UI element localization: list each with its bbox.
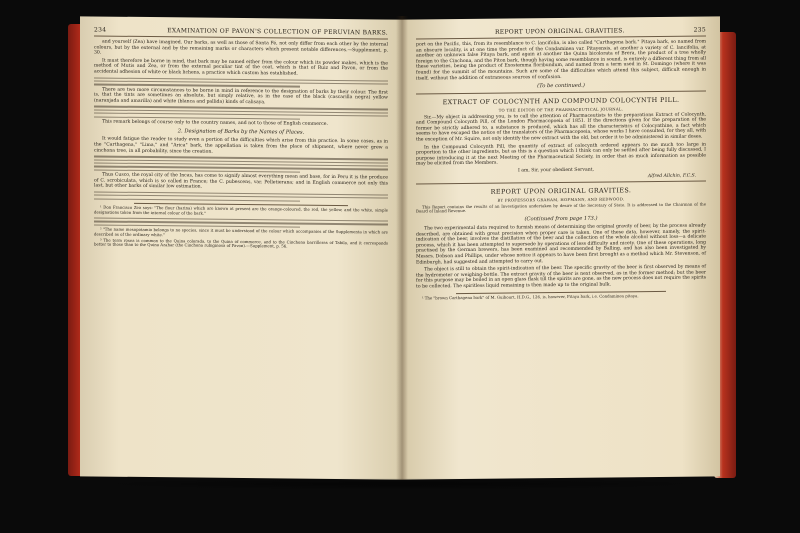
article1-signature: Alfred Allchin, F.C.S.	[647, 173, 696, 180]
left-text-lines	[94, 77, 388, 88]
left-running-title: EXAMINATION OF PAVON'S COLLECTION OF PERUVIAN BARKS.	[167, 27, 388, 37]
section-rule	[416, 91, 706, 95]
left-page	[80, 16, 402, 479]
article2-subtitle: BY PROFESSORS GRAHAM, HOFMANN, AND REDWOOD.	[497, 195, 625, 203]
left-footnote: ² "The name mesopotamia belongs to no species, since it must be understood of the colour which accompanies of the Supplementa in which are described as of the ordinary white."	[94, 226, 388, 237]
article1-title: EXTRACT OF COLOCYNTH AND COMPOUND COLOCYNTH PILL.	[442, 95, 680, 106]
book-gutter	[396, 16, 408, 480]
left-text-lines	[94, 106, 388, 120]
left-paragraph: There are two more circumstances to be borne in mind in reference to the designation of barks by their colour. The first is, that the tints are sometimes an absolute, but simply relative, as in the case of the black (cascarilla negra) yellow (naranjada and amarilla) and white (blanca and pallida) kinds of calisaya.	[94, 87, 388, 106]
article2-title: REPORT UPON ORIGINAL GRAVITIES.	[490, 185, 632, 196]
article2-continued: (Continued from page 173.)	[524, 215, 598, 223]
left-paragraph: This remark belongs of course only to the country names, and not to those of English commerce.	[102, 119, 328, 127]
right-running-title: REPORT UPON ORIGINAL GRAVITIES.	[494, 27, 625, 36]
left-paragraph: and yourself (Zea) have imagined. Our barks, as well as those of Santa Fé, not only differ from each other by the internal colours, but by the external and by the remaining marks or characters which present notable differences.—Supplement, p. 30.	[94, 39, 388, 56]
right-footnote: ¹ The "brown Carthagena bark" of M. Guibourt, H.D.G., 126, is, however, Pitaya bark, i.e. Condaminea pitaya.	[422, 293, 639, 301]
article1-paragraph: Sir,—My object in addressing you, is to call the attention of Pharmaceutists to the preparations Extract of Colocynth, and Compound Colocynth Pill, of the London Pharmacopoeia of 1851. If the directions given for the preparation of the former be strictly adhered to, a substance is produced, which has all the characteristics of Colocynthine, a fact which seems to have escaped the notice of the translators of the Pharmacopoeia, whose works I have consulted, for they all, with the exception of Mr. Squire, not only identify the new extract with the old, but order it to be administered in similar doses.	[416, 112, 706, 143]
article2-note: This Report contains the results of an Investigation undertaken by desire of the Secretary of State. It is addressed to the Chairman of the Board of Inland Revenue.	[416, 200, 706, 214]
article1-subtitle: TO THE EDITOR OF THE PHARMACEUTICAL JOURNAL.	[498, 106, 624, 113]
article2-paragraph: The two experimental data required to furnish means of determining the original gravity of beer, by the process already described, are obtained with great precision when proper care is taken. One of these data, however, namely, the spirit-indication of the beer, involves the distillation of the beer and the collection of the whole alcohol without loss—a delicate process, which it has been attempted to supersede by operations of less difficulty and nicety. One of these operations, long practised by the German brewers, has been examined and recommended by Balling, and has also been investigated by Messrs. Dobson and Phillips, under whose notice it appears to have been first brought as a method which Mr. Stevenson, of Edinburgh, had suggested and attempted to carry out.	[416, 223, 706, 266]
article1-closing: I am, Sir, your obedient Servant,	[518, 167, 594, 174]
article1-paragraph: In the Compound Colocynth Pill, the quantity of extract of colocynth ordered appears to me much too large in proportion to the other ingredients, but as this is a question which I think can only be settled after being fully discussed, I purpose introducing it at the next Meeting of the Pharmaceutical Society, in order that as much information as possible may be elicited from the Members.	[416, 142, 706, 167]
to-be-continued: (To be continued.)	[537, 82, 585, 90]
right-page	[402, 16, 720, 479]
left-page-number: 234	[94, 26, 107, 34]
left-footnote: ³ The term rosea is common to the Quina colorada, to the Quina of commerce, and to the Cinchona barrilleras of Tabila, and it corresponds better to those than to the Quina Azahar (the Cinchona rubiginosa of Pavon).—Supplement, p. 56.	[94, 237, 388, 249]
left-paragraph: Thus Cusco, the royal city of the Incas, has come to signify almost everything mean and base, for in Peru it is the produce of C. scrobiculata, which is so called in France; the C. pubescens, var. Pelletierana; and in English commerce not only this last, but other barks of similar low estimation.	[94, 172, 388, 190]
left-paragraph: It must therefore be borne in mind, that bark may be named either from the colour which its powder makes, which is the method of Mutis and Zea, or from the external peculiar tint of the coat, which is that of Ruiz and Pavon, or from the accidental adhesion of white or black lichens, a practice which custom has established.	[94, 58, 388, 77]
right-page-number: 235	[693, 26, 706, 34]
left-running-head	[94, 26, 388, 39]
left-text-lines	[94, 156, 388, 174]
left-text-lines	[94, 191, 388, 202]
right-paragraph: port on the Pacific, this, from its resemblance to C. lancifolia, is also called "Carthagena bark." Pitaya bark, so named from an obscure locality, is at one time the product of the Condaminea var. Pitayensis, at another a variety of C. lancifolia, at another an unknown false Pitaya bark, and again at another the Quina bicolorata of Brera, the product of a tree wholly foreign to the Cinchona, and the Piton bark, though having some resemblance in sound, is entirely a different thing from all these varieties, being the product of Exostemma floribundum, and named from a term used in St. Domingo (where it was found) for the summit of the mountains. Such are some of the difficulties which attend this subject, difficult enough in itself, without the addition of extraneous sources of confusion.	[416, 39, 706, 82]
left-section-heading: 2. Designation of Barks by the Names of Places.	[177, 128, 305, 137]
left-footnote: ¹ Don Francisco Zea says: "The flour (harina) which are known at present are the orange-coloured, the red, the yellow, and the white, simple designations taken from the internal colour of the bark."	[94, 204, 388, 216]
right-running-head	[416, 26, 706, 39]
left-paragraph: It would fatigue the reader to study even a portion of the difficulties which arise from this practice. In some cases, as in the "Carthagena," "Lima," and "Arica" bark, the appellation is taken from the place of shipment, where never grew a cinchona tree, in all probability, since the creation.	[94, 136, 388, 155]
book-shadow	[80, 478, 720, 490]
open-book	[80, 10, 720, 480]
article2-paragraph: The object is still to obtain the spirit-indication of the beer. The specific gravity of the beer is first observed by means of the hydrometer or weighing-bottle. The extract gravity of the beer is next observed, as in the former method; but the beer for this purpose may be boiled in an open glass flask till the spirits are gone, as the new process does not require the spirits to be collected. The spiritless liquid remaining is then made up to the original bulk.	[416, 264, 706, 290]
